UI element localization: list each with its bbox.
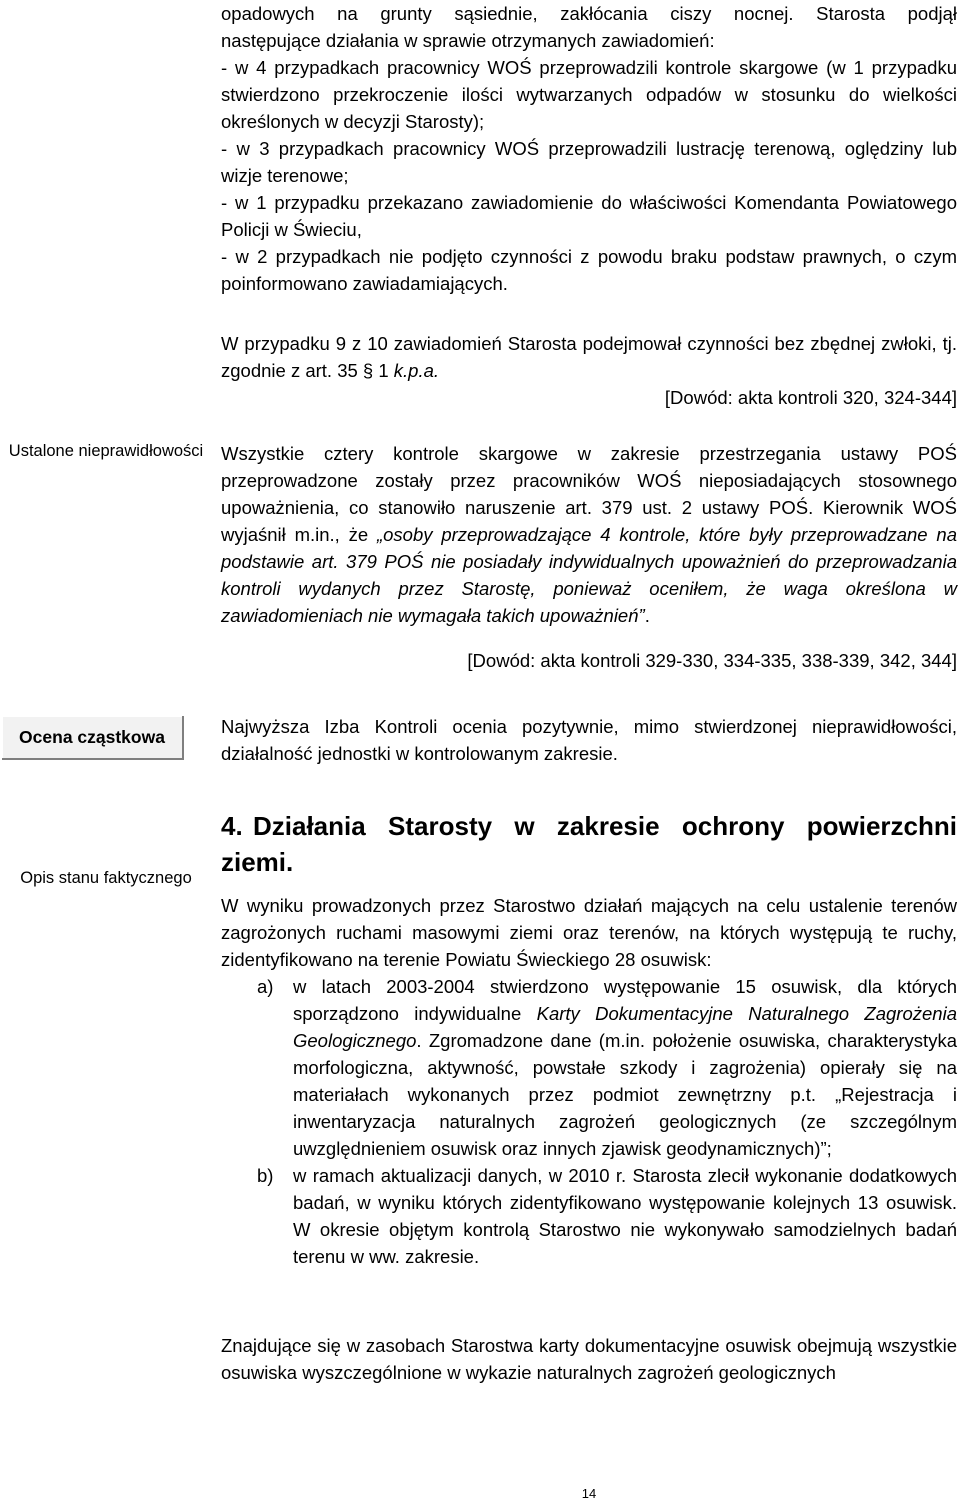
irregularities-text: Wszystkie cztery kontrole skargowe w zakresie przestrzegania ustawy POŚ przeprowadzone zostały przez pracowników WOŚ nieposiadających stosownego upoważnienia, co stanowiło naruszenie art. 379 ust. 2 ustawy POŚ. Kierownik WOŚ wyjaśnił m.in., że — [221, 443, 957, 545]
section-title: Działania Starosty w zakresie ochrony powierzchni ziemi. — [221, 811, 957, 877]
item-a-text-2: . Zgromadzone dane (m.in. położenie osuwiska, charakterystyka morfologiczna, aktywność, powstałe szkody i zagrożenia) opierały się na materiałach wykonanych przez podmiot zewnętrzny p.t. „Rejestracja i inwentaryzacja naturalnych zagrożeń geologicznych (ze szczególnym uwzględnieniem osuwisk oraz innych zjawisk geodynamicznych)”; — [293, 1030, 957, 1159]
intro-list-item-3: - w 1 przypadku przekazano zawiadomienie do właściwości Komendanta Powiatowego Policji w Świeciu, — [221, 192, 957, 240]
side-label-irregularities: Ustalone nieprawidłowości — [8, 442, 204, 460]
page-number: 14 — [581, 1486, 597, 1501]
list-item-a — [221, 973, 957, 1162]
intro-list-item-4: - w 2 przypadkach nie podjęto czynności z powodu braku podstaw prawnych, o czym poinformowano zawiadamiających. — [221, 246, 957, 294]
intro-list-item-2: - w 3 przypadkach pracownicy WOŚ przeprowadzili lustrację terenową, oględziny lub wizje terenowe; — [221, 138, 957, 186]
list-marker-a: a) — [257, 976, 274, 997]
item-a-text-1: w latach 2003-2004 stwierdzono występowanie 15 osuwisk, dla których sporządzono indywidualne — [293, 976, 957, 1024]
evidence-ref-2: [Dowód: akta kontroli 329-330, 334-335, 338-339, 342, 344] — [467, 650, 957, 671]
side-label-facts: Opis stanu faktycznego — [20, 869, 192, 887]
evidence-ref-1: [Dowód: akta kontroli 320, 324-344] — [664, 387, 957, 408]
intro-line-2: następujące działania w sprawie otrzymanych zawiadomień: — [221, 30, 715, 51]
side-label-assessment: Ocena cząstkowa — [2, 716, 184, 760]
intro-line-1: opadowych na grunty sąsiednie, zakłócania ciszy nocnej. Starosta podjął — [221, 3, 957, 24]
closing-paragraph: Znajdujące się w zasobach Starostwa karty dokumentacyjne osuwisk obejmują wszystkie osuwiska wyszczególnione w wykazie naturalnych zagrożeń geologicznych — [221, 1335, 957, 1383]
item-b-text: w ramach aktualizacji danych, w 2010 r. Starosta zlecił wykonanie dodatkowych badań, w wyniku których zidentyfikowano występowanie kolejnych 13 osuwisk. W okresie objętym kontrolą Starostwo nie wykonywało samodzielnych badań terenu w ww. zakresie. — [293, 1165, 957, 1267]
kpa-abbrev: k.p.a. — [393, 360, 440, 381]
irregularities-quote: „osoby przeprowadzające 4 kontrole, które były przeprowadzane na podstawie art. 379 POŚ nie posiadały indywidualnych upoważnień do przeprowadzania kontroli wydanych przez Starostę, ponieważ oceniłem, że waga określona w zawiadomieniach nie wymagała takich upoważnień” — [221, 524, 957, 626]
timeliness-text: W przypadku 9 z 10 zawiadomień Starosta podejmował czynności bez zbędnej zwłoki, tj. zgodnie z art. 35 § 1 — [221, 333, 957, 381]
list-marker-b: b) — [257, 1165, 274, 1186]
section4-intro: W wyniku prowadzonych przez Starostwo działań mających na celu ustalenie terenów zagrożonych ruchami masowymi ziemi oraz terenów, na których występują te ruchy, zidentyfikowano na terenie Powiatu Świeckiego 28 osuwisk: — [221, 895, 957, 970]
irregularities-end: . — [644, 605, 650, 626]
intro-block — [221, 0, 957, 297]
item-a-italic: Karty Dokumentacyjne Naturalnego Zagrożenia Geologicznego — [293, 1003, 957, 1051]
timeliness-paragraph — [221, 330, 957, 411]
section4-body — [221, 892, 957, 1270]
irregularities-block — [221, 440, 957, 674]
section-number: 4. — [221, 811, 243, 841]
section-heading — [221, 808, 957, 880]
intro-list-item-1: - w 4 przypadkach pracownicy WOŚ przeprowadzili kontrole skargowe (w 1 przypadku stwierdzono przekroczenie ilości wytwarzanych odpadów w stosunku do wielkości określonych w decyzji Starosty); — [221, 57, 957, 132]
assessment-text: Najwyższa Izba Kontroli ocenia pozytywnie, mimo stwierdzonej nieprawidłowości, działalność jednostki w kontrolowanym zakresie. — [221, 716, 957, 764]
list-item-b — [221, 1162, 957, 1270]
